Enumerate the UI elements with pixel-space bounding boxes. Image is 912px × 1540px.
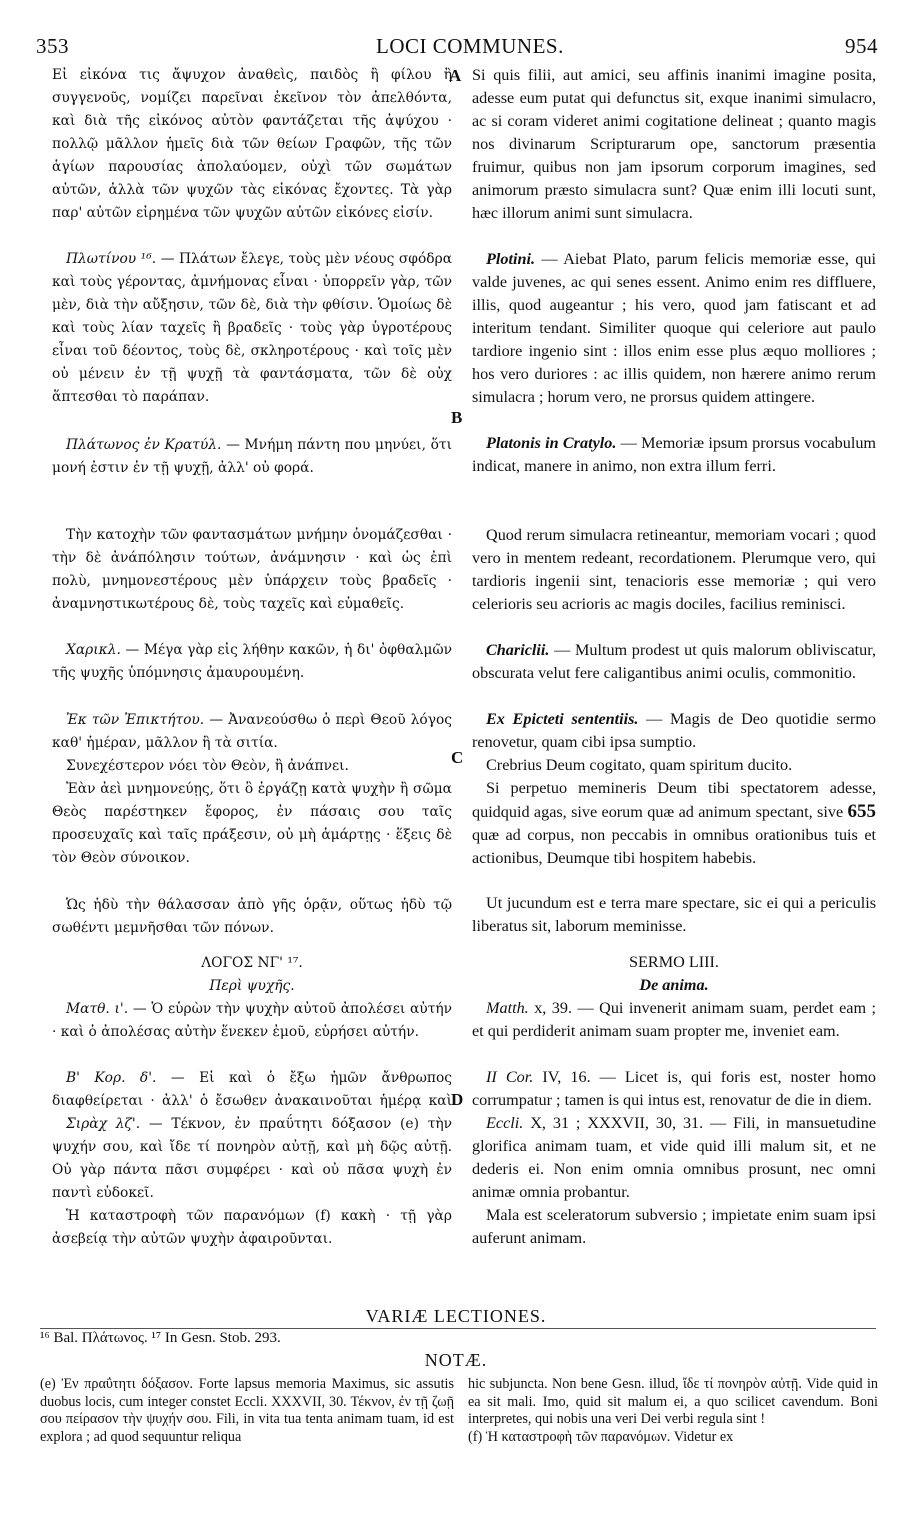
greek-source: Πλάτωνος ἐν Κρατύλ. xyxy=(66,437,222,453)
latin-paragraph xyxy=(472,1112,876,1204)
latin-text: X, 31 ; XXXVII, 30, 31. — Fili, in mansuetudine glorifica animam tuam, et vide quid illi malum sit, et ne dederis ei. Non enim omnia omnibus prosunt, nec omni animæ omnia probantur. xyxy=(472,1114,876,1201)
note-text: (f) Ἡ καταστροφὴ τῶν παρανόμων. Videtur ex xyxy=(468,1428,734,1445)
latin-paragraph xyxy=(472,524,876,639)
latin-text: — Memoriæ ipsum prorsus vocabulum indicat, manere in animo, non extra illum ferri. xyxy=(472,434,876,475)
page-number-right: 954 xyxy=(845,34,878,58)
latin-paragraph xyxy=(472,892,876,938)
latin-paragraph xyxy=(472,997,876,1066)
greek-paragraph xyxy=(52,894,452,940)
latin-text: — Magis de Deo quotidie sermo renovetur, quam cibi ipsa sumptio. xyxy=(472,710,876,751)
greek-text: — Πλάτων ἔλεγε, τοὺς μὲν νέους σφόδρα καὶ τοὺς γέροντας, ἀμνήμονας εἶναι · ὑπορρεῖν γὰρ, τῶν μὲν, διὰ τὴν αὔξησιν, τῶν δὲ, διὰ τὴν φθίσιν. Ὁμοίως δὲ καὶ τοὺς λίαν ταχεῖς ἢ βραδεῖς · τοὺς γὰρ ὑγροτέρους εἶναι τοῦ δέοντος, τοὺς δὲ, σκληροτέρους · καὶ τοῖς μὲν οὐ μένειν ἐν τῇ ψυχῇ τὰ φαντάσματα, τῶν δὲ οὐχ ἅπτεσθαι τὸ παράπαν. xyxy=(52,251,452,405)
latin-text: — Multum prodest ut quis malorum obliviscatur, obscurata velut fere caligantibus animi oculis, commonitio. xyxy=(472,641,876,682)
notae-left-column xyxy=(40,1376,454,1446)
latin-text: x, 39. — Qui invenerit animam suam, perdet eam ; et qui perdiderit animam suam propter me, inveniet eam. xyxy=(472,999,876,1040)
greek-paragraph xyxy=(52,434,452,480)
greek-source: Χαρικλ. xyxy=(66,642,121,658)
greek-paragraph xyxy=(52,248,452,410)
latin-sermon-title: SERMO LIII. xyxy=(629,953,719,971)
margin-letter-c: C xyxy=(451,748,464,767)
notae-heading: NOTÆ. xyxy=(424,1350,488,1370)
greek-text: Ἡ καταστροφὴ τῶν παρανόμων (f) κακὴ · τῇ γὰρ ἀσεβείᾳ τὴν αὐτῶν ψυχὴν ἀφαιροῦνται. xyxy=(52,1208,452,1247)
latin-text: Crebrius Deum cogitato, quam spiritum ducito. xyxy=(486,756,793,774)
greek-source: Σιρὰχ λζ'. xyxy=(66,1116,141,1132)
greek-source: Β' Κορ. δ'. xyxy=(66,1070,157,1086)
greek-paragraph xyxy=(52,524,452,639)
greek-paragraph xyxy=(52,1113,452,1205)
greek-sermon-title: ΛΟΓΟΣ ΝΓ' ¹⁷. xyxy=(201,955,303,971)
margin-letter-b: B xyxy=(451,408,463,427)
greek-text: Τὴν κατοχὴν τῶν φαντασμάτων μνήμην ὀνομάζεσθαι · τὴν δὲ ἀνάπόλησιν τούτων, ἀνάμνησιν · καὶ ὡς ἐπὶ πολὺ, μνημονεστέρους μὲν ὑπάρχειν τοὺς βραδεῖς · ἀναμνηστικωτέρους δὲ, τοὺς ταχεῖς καὶ εὐμαθεῖς. xyxy=(52,527,452,612)
greek-text: — Τέκνον, ἐν πραΰτητι δόξασον (e) τὴν ψυχήν σου, καὶ ἴδε τί πονηρὸν αὐτῇ, καὶ μὴ δῷς αὐτῇ. Οὐ γὰρ πάντα πᾶσι συμφέρει · καὶ οὐ πᾶσα ψυχὴ ἐν παντὶ εὐδοκεῖ. xyxy=(52,1116,452,1201)
greek-text: — Εἰ καὶ ὁ ἔξω ἡμῶν ἄνθρωπος διαφθείρεται · ἀλλ' ὁ ἔσωθεν ἀνακαινοῦται ἡμέρᾳ καὶ xyxy=(52,1070,452,1109)
latin-text: quæ ad corpus, non peccabis in omnibus orationibus tuis et actionibus, Deumque tibi hospitem habebis. xyxy=(472,826,876,867)
latin-paragraph xyxy=(472,754,876,777)
latin-text: Si perpetuo memineris Deum tibi spectatorem adesse, quidquid agas, sive eorum quæ ad animum spectant, sive xyxy=(472,779,876,821)
greek-text: Συνεχέστερον νόει τὸν Θεὸν, ἢ ἀνάπνει. xyxy=(66,758,349,774)
running-title: LOCI COMMUNES. xyxy=(376,34,564,58)
latin-paragraph xyxy=(472,639,876,708)
latin-text: Ut jucundum est e terra mare spectare, sic ei qui a periculis liberatus sit, laborum meminisse. xyxy=(472,894,876,935)
latin-source: Plotini. xyxy=(486,250,536,268)
variae-lectiones-text: ¹⁶ Bal. Πλάτωνος. ¹⁷ In Gesn. Stob. 293. xyxy=(40,1330,281,1346)
greek-text: Εἰ εἰκόνα τις ἄψυχον ἀναθεὶς, παιδὸς ἢ φίλου ἢ συγγενοῦς, νομίζει παρεῖναι ἐκεῖνον τὸν ἀπελθόντα, καὶ διὰ τῆς εἰκόνος αὐτὸν φαντάζεται τῆς ἀψύχου · πολλῷ μᾶλλον ἡμεῖς διὰ τῶν θείων Γραφῶν, τῆς τῶν ἁγίων παρουσίας ἀπολαύομεν, οὐχὶ τῶν σωμάτων αὐτῶν, ἀλλὰ τῶν ψυχῶν τὰς εἰκόνας ἔχοντες. Τὰ γὰρ παρ' αὐτῶν εἰρημένα τῶν ψυχῶν αὐτῶν εἰκόνες εἰσίν. xyxy=(52,67,452,221)
column-number-marker: 655 xyxy=(847,801,876,822)
latin-paragraph xyxy=(472,1204,876,1250)
greek-paragraph xyxy=(52,1205,452,1251)
greek-source: Πλωτίνου ¹⁶. xyxy=(66,251,157,267)
margin-letter-a: A xyxy=(449,66,462,85)
latin-paragraph xyxy=(472,432,876,501)
greek-paragraph xyxy=(52,64,452,248)
greek-source: Ματθ. ι'. xyxy=(66,1001,129,1017)
greek-sermon-subtitle: Περὶ ψυχῆς. xyxy=(209,978,295,994)
footnote-rule xyxy=(40,1328,876,1329)
latin-paragraph xyxy=(472,708,876,754)
latin-text: Mala est sceleratorum subversio ; impietate enim suam ipsi auferunt animam. xyxy=(472,1206,876,1247)
greek-text: — Ὁ εὑρὼν τὴν ψυχὴν αὐτοῦ ἀπολέσει αὐτήν · καὶ ὁ ἀπολέσας αὐτὴν ἕνεκεν ἐμοῦ, εὑρήσει αὐτήν. xyxy=(52,1001,452,1040)
greek-text: — Ἀνανεούσθω ὁ περὶ Θεοῦ λόγος καθ' ἡμέραν, μᾶλλον ἢ τὰ σιτία. xyxy=(52,712,452,751)
note-text: hic subjuncta. Non bene Gesn. illud, ἴδε τί πονηρὸν αὐτῇ. Vide quid in ea sit mali. Imo, quid sit malum ei, a quo scilicet cavendum. Boni interpretes, qui nobis una veri Dei verbi regula sint ! xyxy=(468,1376,878,1427)
latin-text: — Aiebat Plato, parum felicis memoriæ esse, qui valde juvenes, ac qui senes essent. Animo enim res diffluere, illis, quod augeantur ; his vero, quod jam fatiscant et ad interitum tendant. Similiter quoque qui celeriore aut paulo tardiore ingenio sint : illos enim esse plus æquo molliores ; hos vero duriores : ac illis quidem, non hærere animo rerum simulacra ; horum vero, ne prorsus quidem attingere. xyxy=(472,250,876,406)
greek-source: Ἐκ τῶν Ἐπικτήτου. xyxy=(66,712,205,728)
greek-text: Ἐὰν ἀεὶ μνημονεύῃς, ὅτι ὃ ἐργάζῃ κατὰ ψυχὴν ἢ σῶμα Θεὸς παρέστηκεν ἔφορος, ἐν πάσαις σου ταῖς προσευχαῖς καὶ ταῖς πράξεσιν, οὐ μὴ ἁμάρτῃς · ἕξεις δὲ τὸν Θεὸν σύνοικον. xyxy=(52,781,452,866)
running-header xyxy=(36,34,878,58)
greek-text: Ὡς ἡδὺ τὴν θάλασσαν ἀπὸ γῆς ὁρᾷν, οὕτως ἡδὺ τῷ σωθέντι μεμνῆσθαι τῶν πόνων. xyxy=(52,897,452,936)
greek-text: — Μνήμη πάντη που μηνύει, ὅτι μονή ἐστιν ἐν τῇ ψυχῇ, ἀλλ' οὐ φορά. xyxy=(52,437,452,476)
latin-source: Matth. xyxy=(486,999,529,1017)
latin-source: Chariclii. xyxy=(486,641,550,659)
latin-source: II Cor. xyxy=(486,1068,534,1086)
greek-paragraph xyxy=(52,1067,452,1113)
greek-paragraph xyxy=(52,998,452,1067)
greek-paragraph xyxy=(52,639,452,685)
latin-source: Eccli. xyxy=(486,1114,524,1132)
margin-letter-d: D xyxy=(451,1090,464,1109)
latin-paragraph xyxy=(472,1066,876,1112)
greek-text: — Μέγα γὰρ εἰς λήθην κακῶν, ἡ δι' ὀφθαλμῶν τῆς ψυχῆς ὑπόμνησις ἀμαυρουμένη. xyxy=(52,642,452,681)
latin-text: Si quis filii, aut amici, seu affinis inanimi imagine posita, adesse eum putat qui defunctus sit, exque inanimi simulacro, ac si coram videret animi cogitatione delineat ; quanto magis nos divinarum Scripturarum ope, sanctorum præsentia fruimur, quibus non jam ipsorum corporum imagines, sed animorum præsto simulacra sunt? Quæ enim illi locuti sunt, hæc illorum animi sunt simulacra. xyxy=(472,66,876,222)
latin-text: Quod rerum simulacra retineantur, memoriam vocari ; quod vero in mentem redeant, recordationem. Plerumque vero, qui tardioris ingenii sint, tenacioris esse memoriæ ; qui vero celerioris seu acrioris ac magis dociles, facilius reminisci. xyxy=(472,526,876,613)
page-number-left: 353 xyxy=(36,34,69,58)
latin-paragraph xyxy=(472,64,876,248)
notae-right-column xyxy=(468,1376,878,1446)
note-text: (e) Ἐν πραΰτητι δόξασον. Forte lapsus memoria Maximus, sic assutis duobus locis, cum integer constet Eccli. XXXVII, 30. Τέκνον, ἐν τῇ ζωῇ σου πείρασον τὴν ψυχήν σου. Fili, in vita tua tenta animam tuam, id est explora ; ad quod sequuntur reliqua xyxy=(40,1376,454,1445)
greek-paragraph xyxy=(52,778,452,870)
greek-paragraph xyxy=(52,709,452,755)
latin-paragraph xyxy=(472,248,876,432)
latin-source: Ex Epicteti sententiis. xyxy=(486,710,639,728)
variae-lectiones-heading: VARIÆ LECTIONES. xyxy=(365,1306,547,1326)
greek-paragraph xyxy=(52,755,452,778)
latin-sermon-subtitle: De anima. xyxy=(639,976,709,994)
latin-source: Platonis in Cratylo. xyxy=(486,434,617,452)
latin-text: IV, 16. — Licet is, qui foris est, noster homo corrumpatur ; tamen is qui intus est, renovatur de die in diem. xyxy=(472,1068,876,1109)
latin-paragraph xyxy=(472,777,876,892)
